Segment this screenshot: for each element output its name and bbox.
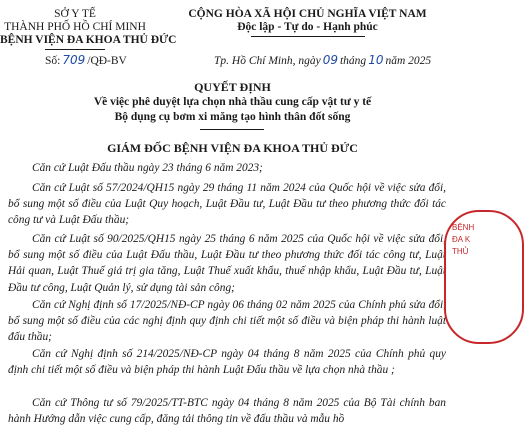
stamp-line-3: THỦ bbox=[452, 247, 469, 256]
legal-basis-3: Căn cứ Luật số 90/2025/QH15 ngày 25 tháng 6 năm 2025 của Quốc hội về việc sửa đổi, bổ sung một số điều của Luật Đấu thầu, Luật Đầu tư theo phương thức đối tác công tư, Luật Hải quan, Luật Thuế giá trị gia tăng, Luật Thuế xuất khẩu, thuế nhập khẩu, Luật Đầu tư, Luật Đầu tư công, Luật Quản lý, sử dụng tài sản công; bbox=[8, 233, 446, 294]
decision-subject-line1: Về việc phê duyệt lựa chọn nhà thầu cung cấp vật tư y tế bbox=[93, 96, 372, 108]
document-date bbox=[214, 54, 431, 68]
number-handwritten: 709 bbox=[62, 53, 86, 67]
decision-number bbox=[45, 54, 127, 68]
stamp-line-2: ĐA K bbox=[452, 235, 471, 244]
legal-basis-4: Căn cứ Nghị định số 17/2025/NĐ-CP ngày 06 tháng 02 năm 2025 của Chính phủ sửa đổi, bổ sung một số điều của các nghị định quy định chi tiết một số điều và biện pháp thi hành luật đấu thầu; bbox=[8, 299, 446, 344]
motto-underline bbox=[251, 36, 365, 37]
hospital-stamp bbox=[444, 210, 524, 344]
ministry-name: SỞ Y TẾ bbox=[54, 8, 96, 20]
number-suffix: /QĐ-BV bbox=[87, 55, 127, 67]
date-prefix: Tp. Hồ Chí Minh, ngày bbox=[214, 55, 321, 67]
city-name: THÀNH PHỐ HỒ CHÍ MINH bbox=[4, 21, 146, 33]
title-underline bbox=[200, 129, 264, 130]
legal-basis-2: Căn cứ Luật số 57/2024/QH15 ngày 29 tháng 11 năm 2024 của Quốc hội về việc sửa đổi, bổ sung một số điều của Luật Quy hoạch, Luật Đầu tư, Luật Đầu tư theo phương thức đối tác công tư và Luật Đấu thầu; bbox=[8, 182, 446, 227]
month-label: tháng bbox=[339, 55, 367, 67]
year-label: năm 2025 bbox=[385, 55, 432, 67]
issuing-authority: GIÁM ĐỐC BỆNH VIỆN ĐA KHOA THỦ ĐỨC bbox=[107, 141, 358, 155]
decision-subject-line2: Bộ dụng cụ bơm xi măng tạo hình thân đốt sống bbox=[114, 111, 351, 123]
decision-heading: QUYẾT ĐỊNH bbox=[194, 80, 271, 94]
legal-basis-6: Căn cứ Thông tư số 79/2025/TT-BTC ngày 04 tháng 8 năm 2025 của Bộ Tài chính ban hành Hướng dẫn việc cung cấp, đăng tải thông tin về đấu thầu và mẫu hồ bbox=[8, 397, 446, 426]
stamp-line-1: BỆNH bbox=[452, 223, 475, 232]
month-handwritten: 10 bbox=[368, 53, 384, 67]
legal-basis-5: Căn cứ Nghị định số 214/2025/NĐ-CP ngày 04 tháng 8 năm 2025 của Chính phủ quy định chi tiết một số điều và biện pháp thi hành Luật Đấu thầu về lựa chọn nhà thầu ; bbox=[8, 348, 446, 377]
country-name: CỘNG HÒA XÃ HỘI CHỦ NGHĨA VIỆT NAM bbox=[188, 8, 427, 20]
hospital-name: BỆNH VIỆN ĐA KHOA THỦ ĐỨC bbox=[0, 34, 177, 46]
number-prefix: Số: bbox=[45, 55, 61, 67]
day-handwritten: 09 bbox=[322, 53, 338, 67]
national-motto: Độc lập - Tự do - Hạnh phúc bbox=[237, 21, 378, 33]
hospital-underline bbox=[45, 49, 105, 50]
legal-basis-1: Căn cứ Luật Đấu thầu ngày 23 tháng 6 năm 2023; bbox=[32, 162, 263, 174]
